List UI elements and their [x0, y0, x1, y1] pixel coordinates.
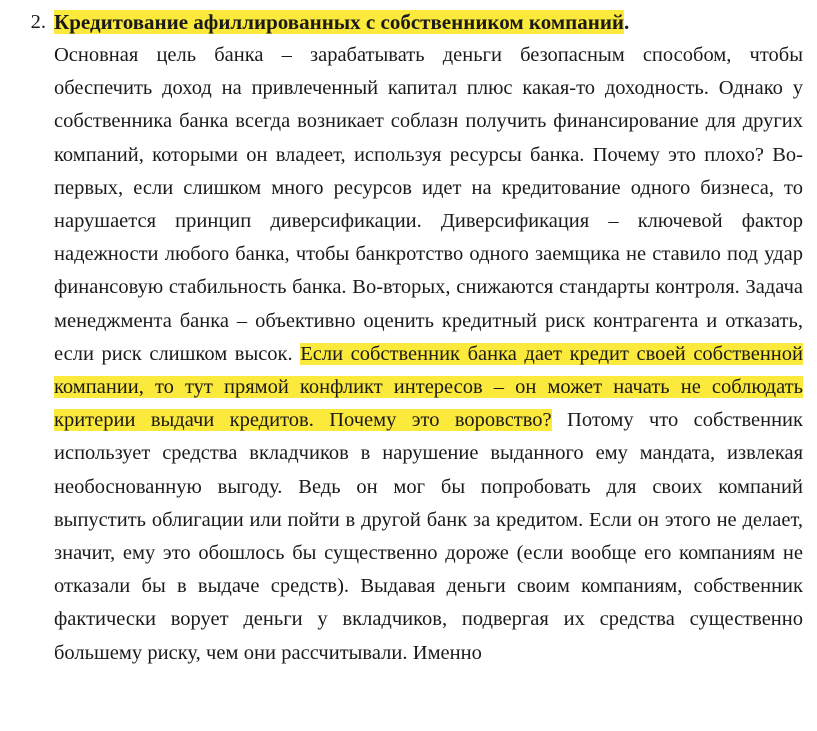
list-item-number: 2.: [30, 11, 46, 33]
body-paragraph: [54, 39, 803, 670]
section-heading-text: Кредитование афиллированных с собственником компаний: [54, 10, 625, 34]
paragraph-part-two: Потому что собственник использует средства вкладчиков в нарушение выданного ему мандата, извлекая необоснованную выгоду. Ведь он мог бы попробовать для своих компаний выпустить облигации или пойти в другой банк за кредитом. Если он этого не делает, значит, ему это обошлось бы существенно дороже (если вообще его компаниям не отказали бы в выдаче средств). Выдавая деньги своим компаниям, собственник фактически ворует деньги у вкладчиков, подвергая их средства существенно большему риску, чем они рассчитывали. Именно: [54, 409, 803, 664]
highlighted-sentence: Если собственник банка дает кредит своей собственной компании, то тут прямой конфликт интересов – он может начать не соблюдать критерии выдачи кредитов. Почему это воровство?: [54, 342, 803, 432]
list-item-content: [54, 6, 803, 670]
section-heading: [54, 6, 803, 39]
paragraph-part-one: Основная цель банка – зарабатывать деньги безопасным способом, чтобы обеспечить доход на привлеченный капитал плюс какая-то доходность. Однако у собственника банка всегда возникает соблазн получить финансирование для других компаний, которыми он владеет, используя ресурсы банка. Почему это плохо? Во-первых, если слишком много ресурсов идет на кредитование одного бизнеса, то нарушается принцип диверсификации. Диверсификация – ключевой фактор надежности любого банка, чтобы банкротство одного заемщика не ставило под удар финансовую стабильность банка. Во-вторых, снижаются стандарты контроля. Задача менеджмента банка – объективно оценить кредитный риск контрагента и отказать, если риск слишком высок.: [54, 44, 803, 365]
numbered-list-item: [14, 6, 803, 670]
section-heading-period: .: [624, 10, 630, 34]
